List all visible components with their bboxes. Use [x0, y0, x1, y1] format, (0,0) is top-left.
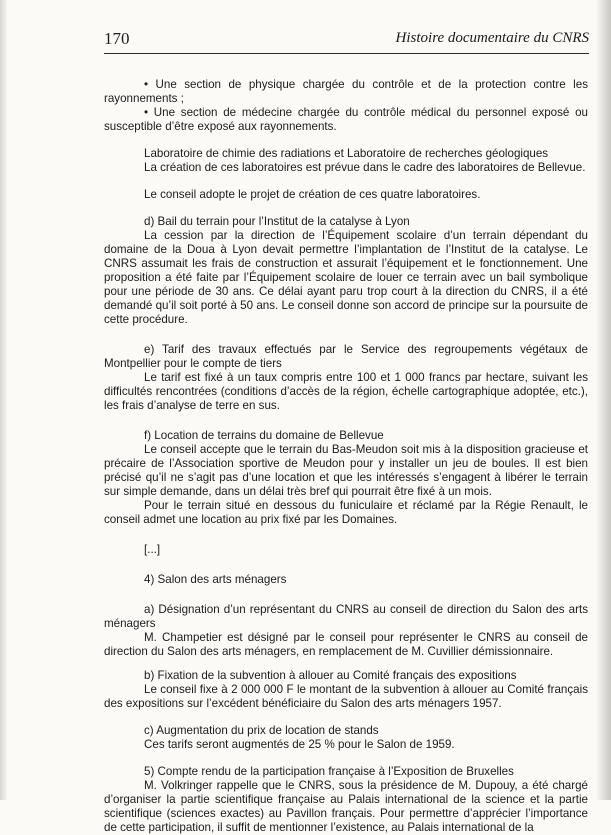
labo-heading: Laboratoire de chimie des radiations et Laboratoire de recherches géologiques	[144, 147, 549, 160]
section-e-heading: e) Tarif des travaux effectués par le Service des regroupements végétaux de Montpellier pour le compte de tiers	[104, 343, 588, 370]
section-e-paragraph: Le tarif est fixé à un taux compris entre 100 et 1 000 francs par hectare, suivant les difficultés rencontrées (conditions d’accès de la région, échelle cartographique adoptée, etc.), les frais d’analyse de terre en sus.	[104, 371, 588, 412]
page-body	[104, 78, 588, 835]
section-f-heading: f) Location de terrains du domaine de Bellevue	[144, 429, 384, 442]
section-f-paragraph-1: Le conseil accepte que le terrain du Bas-Meudon soit mis à la disposition gracieuse et précaire de l’Association sportive de Meudon pour y installer un jeu de boules. Il est bien précisé qu’il ne s’agit pas d’une location et que les intéressés s’engagent à libérer le terrain sur simple demande, dans un délai très bref qui pourrait être fixé à un mois.	[104, 443, 588, 498]
salon-b-heading: b) Fixation de la subvention à allouer au Comité français des expositions	[144, 669, 517, 682]
salon-c-paragraph: Ces tarifs seront augmentés de 25 % pour le Salon de 1959.	[144, 738, 455, 751]
labo-paragraph: La création de ces laboratoires est prévue dans le cadre des laboratoires de Bellevue.	[144, 161, 586, 174]
section-f-paragraph-2: Pour le terrain situé en dessous du funiculaire et réclamé par la Régie Renault, le conseil admet une location au prix fixé par les Domaines.	[104, 499, 588, 526]
section-d-paragraph: La cession par la direction de l’Équipement scolaire d’un terrain dépendant du domaine de la Doua à Lyon devait permettre l’implantation de l’Institut de la catalyse. Le CNRS assumait les frais de construction et assurait l’équipement et le fonctionnement. Une proposition a été faite par l’Équipement scolaire de louer ce terrain avec un bail symbolique pour une période de 30 ans. Ce délai ayant paru trop court à la direction du CNRS, il a été demandé qu’il soit porté à 50 ans. Le conseil donne son accord de principe sur la poursuite de cette procédure.	[104, 229, 588, 326]
scan-shadow-left	[0, 0, 7, 800]
scan-shadow-right	[597, 0, 611, 800]
page-number: 170	[104, 29, 130, 48]
section-d-heading: d) Bail du terrain pour l’Institut de la catalyse à Lyon	[144, 215, 410, 228]
header-rule	[104, 53, 589, 54]
salon-a-paragraph: M. Champetier est désigné par le conseil pour représenter le CNRS au conseil de direction du Salon des arts ménagers, en remplacement de M. Cuvillier démissionnaire.	[104, 631, 588, 658]
salon-heading: 4) Salon des arts ménagers	[144, 573, 287, 586]
ellipsis-marker: [...]	[144, 543, 161, 556]
running-title: Histoire documentaire du CNRS	[395, 30, 589, 46]
bullet-medecine: • Une section de médecine chargée du contrôle médical du personnel exposé ou susceptible d’être exposé aux rayonnements.	[104, 106, 588, 133]
salon-c-heading: c) Augmentation du prix de location de stands	[144, 724, 379, 737]
salon-a-heading: a) Désignation d’un représentant du CNRS au conseil de direction du Salon des arts ménagers	[104, 603, 588, 630]
page-header	[104, 29, 589, 49]
bruxelles-paragraph: M. Volkringer rappelle que le CNRS, sous la présidence de M. Dupouy, a été chargé d’organiser la partie scientifique française au Palais international de la science et la partie scientifique (sciences exactes) au Pavillon français. Pour permettre d’apprécier l’importance de cette participation, il suffit de mentionner l’existence, au Palais international de la	[104, 779, 588, 834]
bullet-physique: • Une section de physique chargée du contrôle et de la protection contre les rayonnements ;	[104, 78, 588, 105]
bruxelles-heading: 5) Compte rendu de la participation française à l’Exposition de Bruxelles	[144, 765, 514, 778]
conseil-adopte-paragraph: Le conseil adopte le projet de création de ces quatre laboratoires.	[144, 188, 481, 201]
salon-b-paragraph: Le conseil fixe à 2 000 000 F le montant de la subvention à allouer au Comité français des expositions sur l’excédent bénéficiaire du Salon des arts ménagers 1957.	[104, 683, 588, 710]
